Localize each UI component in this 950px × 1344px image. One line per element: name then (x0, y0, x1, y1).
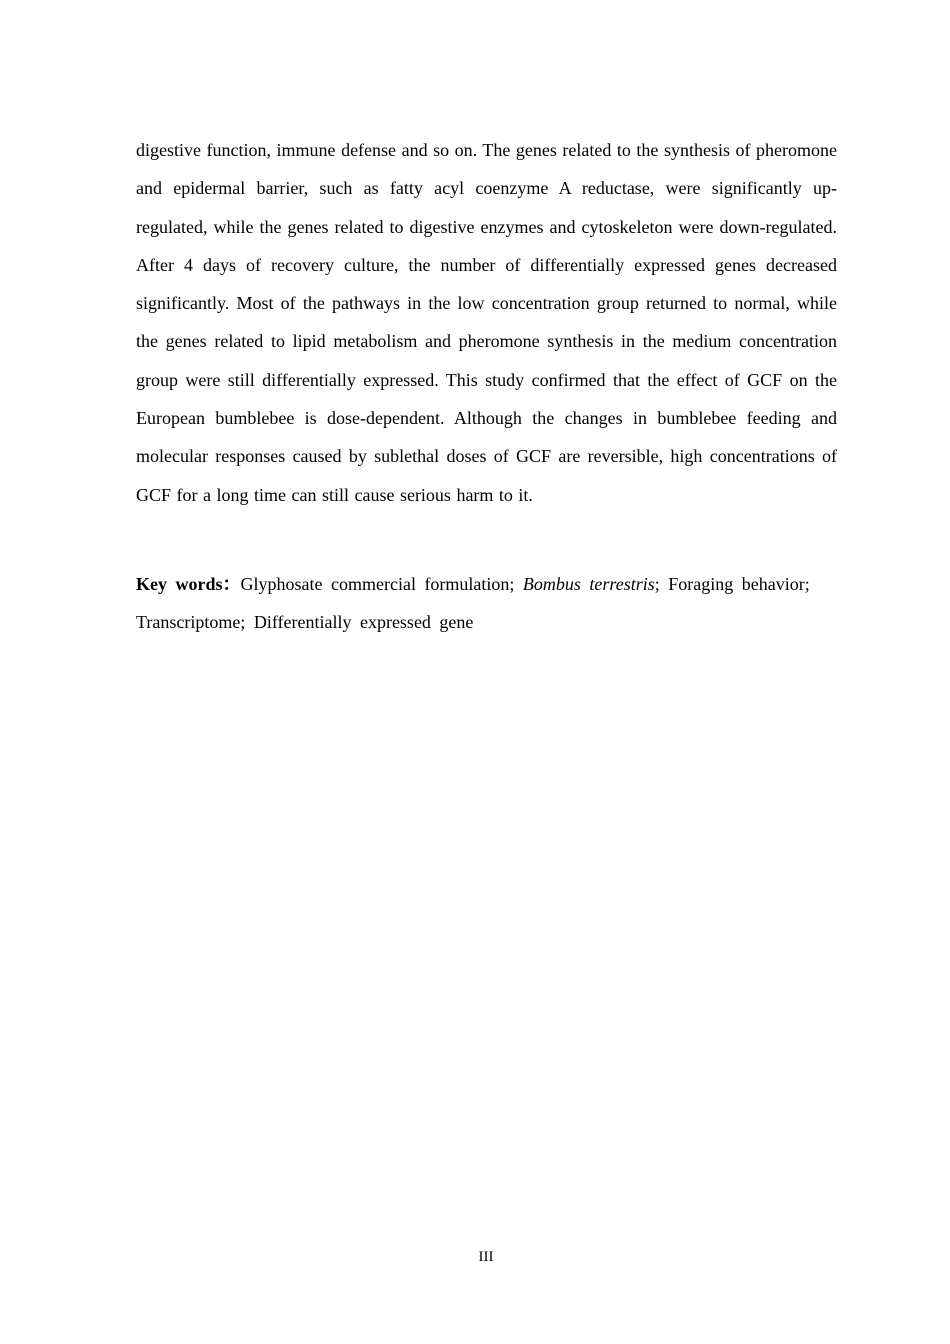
keyword-remaining: ; Foraging behavior; Transcriptome; Differentially expressed gene (136, 574, 810, 633)
keywords-label (136, 574, 241, 594)
keywords-label-separator: ： (222, 574, 241, 594)
keyword-glyphosate: Glyphosate commercial formulation; (240, 574, 523, 594)
page-number: III (478, 1249, 494, 1265)
abstract-paragraph: digestive function, immune defense and so on. The genes related to the synthesis of pheromone and epidermal barrier, such as fatty acyl coenzyme A reductase, were significantly up-regulated, while the genes related to digestive enzymes and cytoskeleton were down-regulated. After 4 days of recovery culture, the number of differentially expressed genes decreased significantly. Most of the pathways in the low concentration group returned to normal, while the genes related to lipid metabolism and pheromone synthesis in the medium concentration group were still differentially expressed. This study confirmed that the effect of GCF on the European bumblebee is dose-dependent. Although the changes in bumblebee feeding and molecular responses caused by sublethal doses of GCF are reversible, high concentrations of GCF for a long time can still cause serious harm to it. (136, 140, 837, 505)
keywords-line (136, 565, 837, 642)
keyword-bombus-terrestris: Bombus terrestris (522, 574, 655, 594)
keywords-label-text: Key words (136, 574, 223, 594)
